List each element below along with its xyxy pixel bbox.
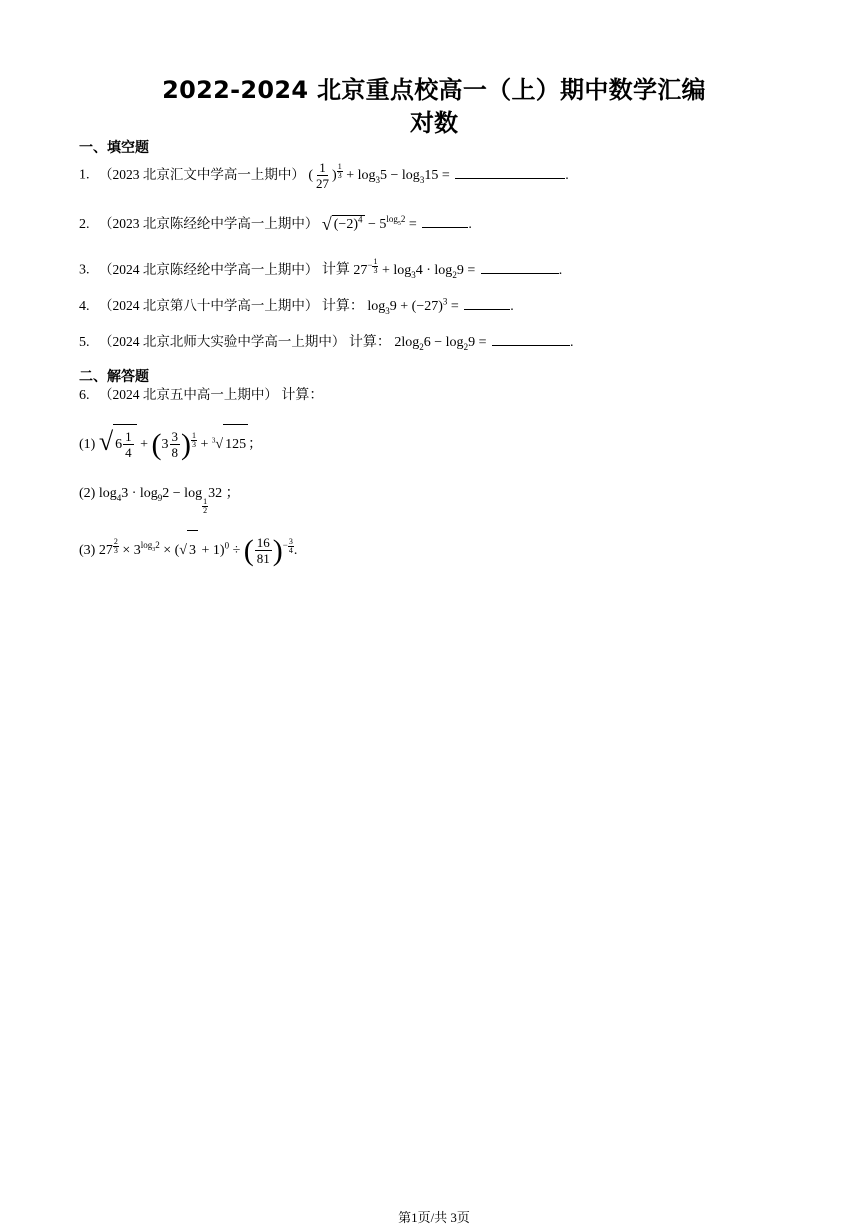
- question-number: 5.: [79, 335, 90, 350]
- section-heading-answer: 二、解答题: [79, 369, 149, 385]
- question-source: （2024 北京北师大实验中学高一上期中）: [99, 334, 346, 349]
- math-expression: √ $(-2)^4 - 5^{log_52}$ = .: [321, 214, 472, 234]
- math-expression: $\log_39 + (-27)^3$ = .: [367, 296, 514, 316]
- subpart-3: [79, 530, 297, 571]
- math-expression: 27 $^{\frac{2}{3}}$ × $3^{log_32}$ × (√ 3 + 1)$^0$ ÷ ( $\frac{16}{81}$ )$^{- \frac{3}{4}}$ .: [99, 543, 298, 558]
- math-expression: $27^{- \frac{1}{3}}$ + $\log_34 \cdot \log_29$ = .: [353, 257, 563, 280]
- question-prefix: 计算：: [321, 299, 364, 314]
- document-subtitle: 对数: [410, 109, 458, 137]
- math-expression: $2\log_26 - \log_29$ = .: [394, 335, 574, 352]
- page-footer: 第1页/共 3页: [398, 1210, 470, 1225]
- question-6: [79, 386, 323, 405]
- document-title: 2022-2024 北京重点校高一（上）期中数学汇编: [162, 76, 706, 104]
- question-source: （2023 北京陈经纶中学高一上期中）: [99, 216, 319, 231]
- subpart-1: [79, 422, 262, 465]
- subpart-label: (1): [79, 437, 96, 452]
- question-source: （2024 北京陈经纶中学高一上期中）: [99, 261, 319, 277]
- subpart-2: [79, 480, 240, 515]
- question-number: 2.: [79, 217, 90, 232]
- question-source: （2024 北京第八十中学高一上期中）: [99, 298, 319, 313]
- question-prefix: 计算: [321, 262, 350, 278]
- question-number: 4.: [79, 299, 90, 314]
- section-heading-fill-in: 一、填空题: [79, 140, 149, 156]
- question-5: [79, 333, 573, 352]
- subpart-label: (3): [79, 543, 96, 558]
- question-3: [79, 258, 562, 280]
- math-expression: $\log_43 \cdot \log_92 - \log$ $_{\frac{1}{2}}$ 32 ；: [98, 486, 240, 515]
- math-expression: √ 6 $\frac{1}{4}$ + (3 $\frac{3}{8}$ ) $^{\frac{1}{3}}$ + $^3$√ 125 ；: [99, 437, 262, 452]
- question-1: [79, 160, 569, 191]
- question-2: [79, 215, 472, 234]
- question-number: 1.: [79, 167, 90, 183]
- question-prefix: 计算：: [348, 335, 391, 350]
- question-number: 3.: [79, 262, 90, 278]
- subpart-label: (2): [79, 486, 96, 501]
- math-expression: ( $\frac{1}{27}$ ) $^{\frac{1}{3}}$ + $\log_35 - \log_315$ = .: [308, 160, 569, 191]
- question-source: （2023 北京汇文中学高一上期中）: [99, 166, 305, 182]
- question-prefix: 计算：: [281, 388, 324, 403]
- question-source: （2024 北京五中高一上期中）: [99, 387, 278, 402]
- question-4: [79, 297, 514, 316]
- question-number: 6.: [79, 388, 90, 403]
